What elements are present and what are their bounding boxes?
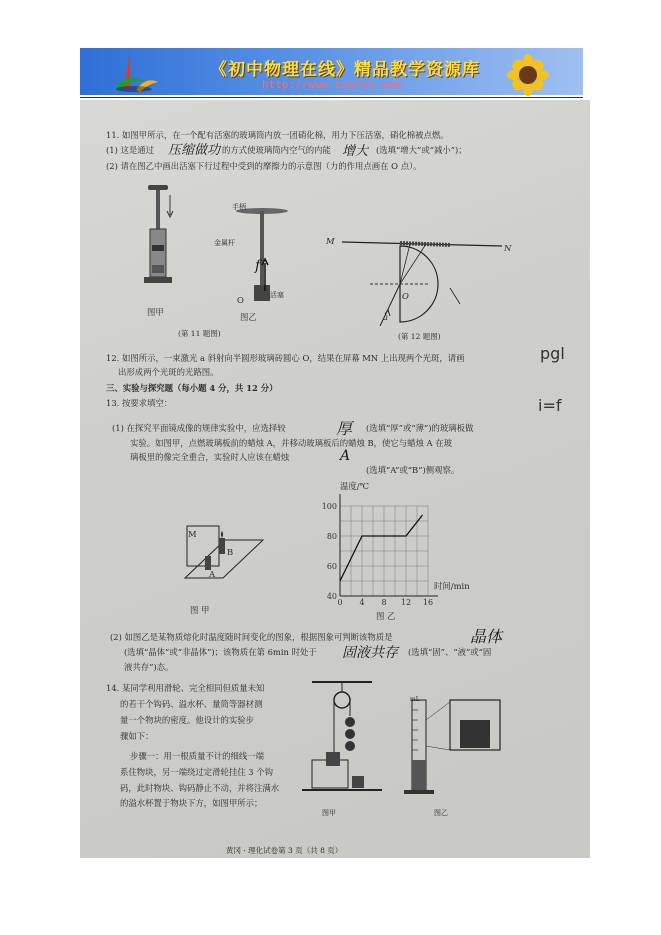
q14-line7: 码，此时物块、钩码静止不动，并将注满水 [120, 783, 280, 793]
q11-answer-f: f [255, 258, 261, 274]
q11-part1-rest: 的方式使玻璃筒内空气的内能 [222, 145, 331, 155]
y-tick-label: 40 [326, 592, 337, 601]
q13-answer4: 固液共存 [342, 645, 398, 661]
chart-ylabel: 温度/℃ [340, 481, 369, 491]
q13-part1-line3: 璃板里的像完全重合，实验时人应该在蜡烛 [130, 452, 290, 462]
q13-figure-jia [165, 520, 265, 590]
page-footer: 黄冈 · 理化试卷第 3 页（共 8 页） [226, 846, 343, 855]
q13-answer2: A [340, 448, 351, 464]
q13-part1-line2: 实验。如图甲，点燃玻璃板前的蜡烛 A，并移动玻璃板后的蜡烛 B，使它与蜡烛 A 在玻 [130, 438, 453, 448]
q14-fig-jia-label: 图甲 [322, 809, 336, 817]
y-tick-label: 80 [326, 532, 337, 541]
q11-figure-jia [140, 185, 180, 295]
site-logo-icon [110, 52, 160, 92]
q14-cyl-unit: mL [410, 696, 420, 703]
q13-part2-line3: 液共存”)态。 [124, 662, 174, 672]
x-tick-label: 0 [337, 598, 343, 607]
q13-answer3: 晶体 [470, 627, 503, 646]
section3-title: 三、实验与探究题（每小题 4 分，共 12 分） [106, 383, 278, 393]
q12-figure [330, 230, 510, 330]
chart-xlabel: 时间/min [434, 581, 470, 591]
q14-figure-jia [302, 680, 382, 800]
q14-line4: 骤如下： [120, 731, 154, 741]
sunflower-icon [498, 55, 553, 95]
q14-line2: 的若干个钩码、溢水杯、量筒等器材测 [120, 699, 263, 709]
q14-fig-yi-label: 图乙 [434, 809, 448, 817]
q13-melting-chart [320, 478, 440, 621]
q13-part1-line1: (1) 在探究平面镜成像的规律实验中，应选择较 [112, 423, 286, 433]
q14-line5: 步骤一：用一根质量不计的细线一端 [130, 751, 264, 761]
x-tick-label: 12 [400, 598, 412, 607]
q11-label-handle: 手柄 [232, 203, 246, 211]
q14-figure-yi [400, 690, 510, 800]
x-tick-label: 16 [422, 598, 434, 607]
x-tick-label: 8 [381, 598, 387, 607]
q12-stem-line1: 12. 如图所示，一束激光 a 斜射向半圆形玻璃砖圆心 O，结果在屏幕 MN 上出现两个光斑，请画 [106, 353, 465, 363]
q13-label-b: B [227, 547, 234, 557]
q13-label-a: A [209, 569, 216, 579]
q14-line8: 的溢水杯置于物块下方，如图甲所示； [120, 798, 263, 808]
q13-part2-line1: (2) 如图乙是某物质熔化时温度随时间变化的图象，根据图象可判断该物质是 [110, 632, 393, 642]
y-tick-label: 60 [326, 562, 337, 571]
series-line [340, 515, 423, 581]
q13-part2-line2: (选填“晶体”或“非晶体”)；该物质在第 6min 时处于 [124, 647, 317, 657]
side-handwriting-2: i=f [538, 396, 562, 415]
q12-caption: (第 12 题图) [398, 332, 441, 341]
q13-fig-jia-label: 图 甲 [190, 605, 210, 615]
q13-fig-yi-label: 图 乙 [376, 611, 396, 621]
header-url[interactable]: http://www.czwlzx.com [262, 78, 402, 91]
q13-part1-hint: (选填“厚”或“薄”)的玻璃板做 [366, 423, 474, 433]
q13-label-m: M [188, 529, 197, 539]
q11-figure-yi [220, 195, 310, 305]
q11-fig-jia-label: 图甲 [147, 307, 164, 317]
header-rule [80, 97, 583, 98]
q12-label-a: a [383, 312, 388, 322]
q13-part2-hint: (选填“固”、“液”或“固 [408, 647, 492, 657]
q11-answer1: 压缩做功 [168, 143, 221, 158]
q13-answer1: 厚 [336, 419, 353, 438]
q11-stem: 11. 如图甲所示，在一个配有活塞的玻璃筒内放一团硝化棉，用力下压活塞，硝化棉被点燃。 [106, 130, 449, 140]
q14-line3: 量一个物块的密度。他设计的实验步 [120, 715, 254, 725]
q11-caption: (第 11 题图) [178, 329, 221, 338]
q12-label-o: O [402, 291, 409, 301]
q11-label-piston: 活塞 [270, 291, 284, 299]
header-title: 《初中物理在线》精品教学资源库 [210, 60, 480, 80]
q13-stem: 13. 按要求填空： [106, 398, 173, 408]
side-handwriting-1: pgl [540, 344, 565, 363]
q11-part1: (1) 这是通过 [106, 145, 155, 155]
q11-part2: (2) 请在图乙中画出活塞下行过程中受到的摩擦力的示意图（力的作用点画在 O 点）。 [106, 161, 422, 171]
q12-stem-line2: 出形成两个光斑的光路图。 [118, 367, 219, 377]
q13-part1-hint2: (选填“A”或“B”)侧观察。 [366, 465, 460, 475]
q12-label-n: N [504, 243, 512, 253]
q14-line1: 14. 某同学利用滑轮、完全相同但质量未知 [106, 683, 265, 693]
x-tick-label: 4 [359, 598, 365, 607]
q11-label-rod: 金属杆 [214, 239, 235, 247]
q12-label-m: M [326, 236, 335, 246]
y-tick-label: 100 [321, 502, 337, 511]
q11-fig-yi-label: 图乙 [240, 312, 257, 322]
q11-label-o: O [237, 295, 244, 305]
q11-answer2: 增大 [342, 144, 369, 159]
q14-line6: 系住物块，另一端绕过定滑轮挂住 3 个钩 [120, 767, 274, 777]
q11-part1-hint: (选填“增大”或“减小”)； [376, 145, 467, 155]
